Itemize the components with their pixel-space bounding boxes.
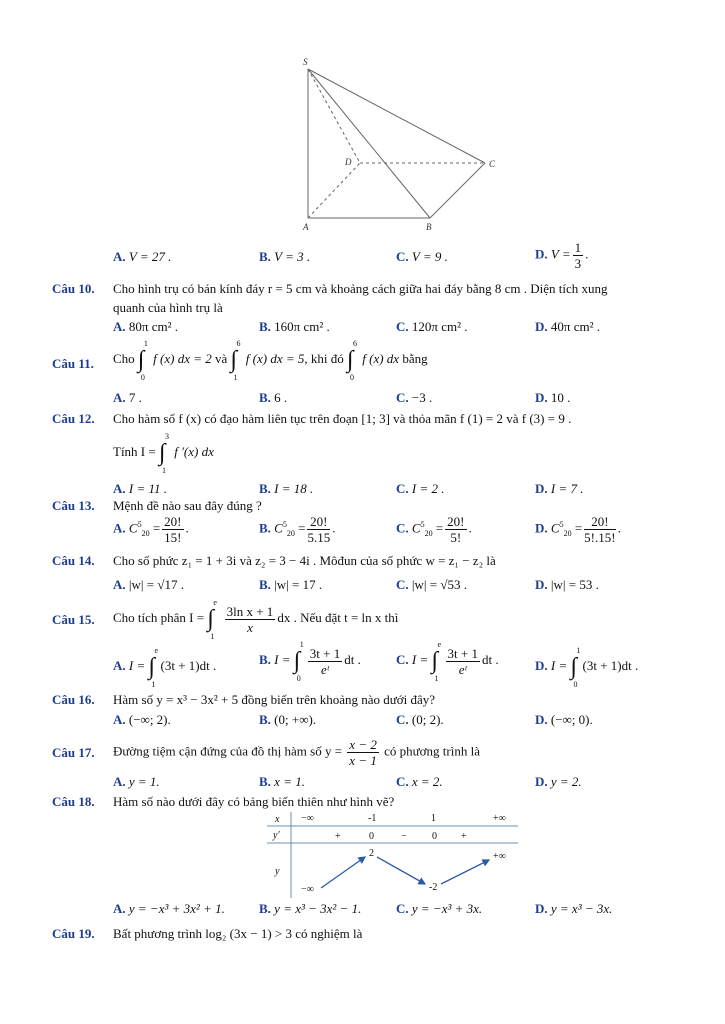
pyramid-figure bbox=[290, 55, 510, 235]
q10-option-c[interactable]: C. 120π cm² . bbox=[396, 319, 468, 334]
table-x-value: 1 bbox=[431, 813, 436, 824]
q18-number: Câu 18. bbox=[52, 794, 95, 809]
table-y-value: 2 bbox=[369, 848, 374, 859]
q10-option-b[interactable]: B. 160π cm² . bbox=[259, 319, 330, 334]
q19-text: Bất phương trình log₂ (3x − 1) > 3 có nghiệm là bbox=[113, 926, 363, 941]
q15-option-b[interactable]: B. I = 1 ∫ 0 $\frac{3t + 1}{\text{eᵗ}}$ dt . bbox=[259, 640, 361, 683]
table-yprime-zero: 0 bbox=[369, 831, 374, 842]
q9-option-b[interactable]: B. V = 3 . bbox=[259, 249, 311, 264]
q14-option-d[interactable]: D. |w| = 53 . bbox=[535, 577, 599, 592]
table-x-value: −∞ bbox=[301, 813, 314, 824]
q13-option-d[interactable]: D. $C^5_{20}$ = $\frac{20!}{5!.15!}$ . bbox=[535, 514, 621, 545]
q16-option-a[interactable]: A. (−∞; 2). bbox=[113, 712, 171, 727]
q13-option-a[interactable]: A. $C^5_{20}$ = $\frac{20!}{15!}$ . bbox=[113, 514, 189, 545]
q12-option-a[interactable]: A. I = 11 . bbox=[113, 481, 168, 496]
table-x-value: +∞ bbox=[493, 813, 506, 824]
arrow-up bbox=[321, 857, 365, 888]
table-y-value: −∞ bbox=[301, 884, 314, 895]
q12-text: Cho hàm số f (x) có đạo hàm liên tục trên đoạn [1; 3] và thỏa mãn f (1) = 2 và f (3) = 9 . bbox=[113, 411, 572, 426]
q12-option-d[interactable]: D. I = 7 . bbox=[535, 481, 584, 496]
table-yprime-sign: − bbox=[401, 831, 407, 842]
q19-number: Câu 19. bbox=[52, 926, 95, 941]
q13-option-b[interactable]: B. $C^5_{20}$ = $\frac{20!}{5.15}$ . bbox=[259, 514, 336, 545]
table-y-value: +∞ bbox=[493, 851, 506, 862]
variation-table bbox=[265, 810, 520, 900]
q12-option-c[interactable]: C. I = 2 . bbox=[396, 481, 445, 496]
q16-option-b[interactable]: B. (0; +∞). bbox=[259, 712, 317, 727]
q18-option-b[interactable]: B. y = x³ − 3x² − 1. bbox=[259, 901, 362, 916]
q12-option-b[interactable]: B. I = 18 . bbox=[259, 481, 314, 496]
q15-option-d[interactable]: D. I = 1 ∫ 0 (3t + 1)dt . bbox=[535, 646, 639, 689]
q17-option-c[interactable]: C. x = 2. bbox=[396, 774, 443, 789]
q11-option-a[interactable]: A. 7 . bbox=[113, 390, 142, 405]
label-c: C bbox=[489, 159, 496, 169]
table-x-header: x bbox=[275, 814, 280, 825]
table-yprime-sign: + bbox=[335, 831, 341, 842]
q9-option-a[interactable]: A. V = 27 . bbox=[113, 249, 172, 264]
q17-text: Đường tiệm cận đứng của đồ thị hàm số y = $\frac{x - 2}{x - 1}$ có phương trình là bbox=[113, 737, 480, 768]
label-d: D bbox=[345, 157, 352, 167]
table-y-header: y bbox=[275, 866, 280, 877]
q18-option-a[interactable]: A. y = −x³ + 3x² + 1. bbox=[113, 901, 225, 916]
q16-option-c[interactable]: C. (0; 2). bbox=[396, 712, 444, 727]
table-yprime-sign: + bbox=[461, 831, 467, 842]
q9-option-c[interactable]: C. V = 9 . bbox=[396, 249, 448, 264]
q13-number: Câu 13. bbox=[52, 498, 95, 513]
q11-option-b[interactable]: B. 6 . bbox=[259, 390, 288, 405]
q18-text: Hàm số nào dưới đây có bảng biến thiên như hình vẽ? bbox=[113, 794, 395, 809]
q11-text: Cho 1 ∫ 0 f (x) dx = 2 và 6 ∫ 1 f (x) dx = 5, khi đó 6 ∫ 0 f (x) dx bằng bbox=[113, 339, 428, 382]
table-yprime-header: y′ bbox=[273, 830, 280, 841]
q11-option-c[interactable]: C. −3 . bbox=[396, 390, 433, 405]
label-a: A bbox=[303, 222, 309, 232]
q17-option-b[interactable]: B. x = 1. bbox=[259, 774, 305, 789]
table-x-value: -1 bbox=[368, 813, 377, 824]
q15-text: Cho tích phân I = e ∫ 1 $\frac{\text{3ln x + 1}}{x}$ dx . Nếu đặt t = ln x thì bbox=[113, 598, 399, 641]
q10-option-d[interactable]: D. 40π cm² . bbox=[535, 319, 600, 334]
table-y-value: -2 bbox=[429, 882, 438, 893]
q10-number: Câu 10. bbox=[52, 281, 95, 296]
q13-text: Mệnh đề nào sau đây đúng ? bbox=[113, 498, 262, 513]
q15-option-a[interactable]: A. I = e ∫ 1 (3t + 1)dt . bbox=[113, 646, 217, 689]
q12-number: Câu 12. bbox=[52, 411, 95, 426]
q16-text: Hàm số y = x³ − 3x² + 5 đồng biến trên khoảng nào dưới đây? bbox=[113, 692, 436, 707]
q14-option-b[interactable]: B. |w| = 17 . bbox=[259, 577, 323, 592]
arrow-up bbox=[441, 860, 489, 884]
q15-number: Câu 15. bbox=[52, 612, 95, 627]
q14-number: Câu 14. bbox=[52, 553, 95, 568]
label-b: B bbox=[426, 222, 432, 232]
q16-number: Câu 16. bbox=[52, 692, 95, 707]
label-s: S bbox=[303, 57, 308, 67]
q14-option-c[interactable]: C. |w| = √53 . bbox=[396, 577, 467, 592]
q11-number: Câu 11. bbox=[52, 356, 94, 371]
q15-option-c[interactable]: C. I = e ∫ 1 $\frac{3t + 1}{\text{eᵗ}}$ dt . bbox=[396, 640, 499, 683]
q10-text: Cho hình trụ có bán kính đáy r = 5 cm và khoảng cách giữa hai đáy bằng 8 cm . Diện tích xung bbox=[113, 281, 608, 296]
q13-option-c[interactable]: C. $C^5_{20}$ = $\frac{20!}{5!}$ . bbox=[396, 514, 472, 545]
q17-option-d[interactable]: D. y = 2. bbox=[535, 774, 582, 789]
q14-option-a[interactable]: A. |w| = √17 . bbox=[113, 577, 184, 592]
q18-option-d[interactable]: D. y = x³ − 3x. bbox=[535, 901, 613, 916]
q18-option-c[interactable]: C. y = −x³ + 3x. bbox=[396, 901, 483, 916]
arrow-down bbox=[377, 857, 425, 884]
q11-option-d[interactable]: D. 10 . bbox=[535, 390, 571, 405]
q9-option-d[interactable]: D. V = $\frac{1}{3}$ . bbox=[535, 240, 589, 271]
q10-text-2: quanh của hình trụ là bbox=[113, 300, 223, 315]
q17-option-a[interactable]: A. y = 1. bbox=[113, 774, 160, 789]
q12-text-2: Tính I = 3 ∫ 1 f ′(x) dx bbox=[113, 432, 214, 475]
q17-number: Câu 17. bbox=[52, 745, 95, 760]
table-yprime-zero: 0 bbox=[432, 831, 437, 842]
q10-option-a[interactable]: A. 80π cm² . bbox=[113, 319, 178, 334]
q16-option-d[interactable]: D. (−∞; 0). bbox=[535, 712, 593, 727]
q14-text: Cho số phức z₁ = 1 + 3i và z₂ = 3 − 4i . Môđun của số phức w = z₁ − z₂ là bbox=[113, 553, 496, 568]
